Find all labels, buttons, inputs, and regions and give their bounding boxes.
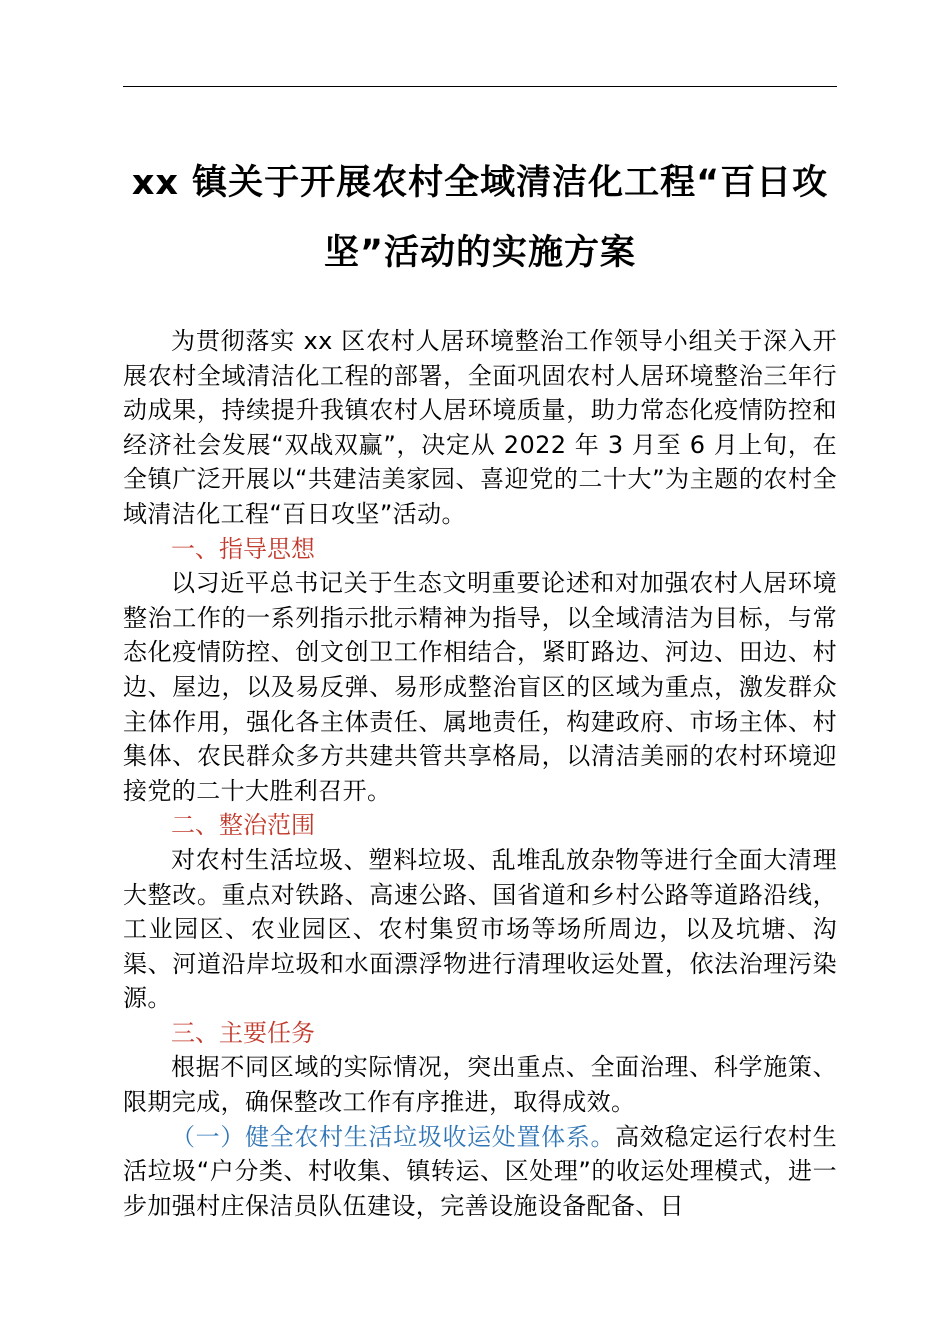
- section-heading-guiding-ideology: 一、指导思想: [171, 534, 315, 563]
- subsection-text: 高效稳定运行农村生活垃圾“户分类、村收集、镇转运、区处理”的收运处理模式，进一步加强村庄保洁员队伍建设，完善设施设备配备、日: [123, 1122, 837, 1220]
- section-paragraph-scope: 对农村生活垃圾、塑料垃圾、乱堆乱放杂物等进行全面大清理大整改。重点对铁路、高速公路、国省道和乡村公路等道路沿线，工业园区、农业园区、农村集贸市场等场所周边，以及坑塘、沟渠、河道沿岸垃圾和水面漂浮物进行清理收运处置，依法治理污染源。: [123, 845, 837, 1013]
- header-rule: [123, 86, 837, 87]
- subsection-heading: （一）健全农村生活垃圾收运处置体系。: [171, 1122, 616, 1151]
- title-line-2: 坚”活动的实施方案: [323, 233, 636, 273]
- section-heading-main-tasks: 三、主要任务: [171, 1018, 315, 1047]
- document-body: [123, 324, 837, 1223]
- section-paragraph-main-tasks: 根据不同区域的实际情况，突出重点、全面治理、科学施策、限期完成，确保整改工作有序推进，取得成效。: [123, 1053, 837, 1117]
- title-line-1: xx 镇关于开展农村全域清洁化工程“百日攻: [131, 163, 829, 203]
- subsection-paragraph: [123, 1120, 837, 1224]
- section-paragraph-guiding-ideology: 以习近平总书记关于生态文明重要论述和对加强农村人居环境整治工作的一系列指示批示精神为指导，以全域清洁为目标，与常态化疫情防控、创文创卫工作相结合，紧盯路边、河边、田边、村边、屋边，以及易反弹、易形成整治盲区的区域为重点，激发群众主体作用，强化各主体责任、属地责任，构建政府、市场主体、村集体、农民群众多方共建共管共享格局，以清洁美丽的农村环境迎接党的二十大胜利召开。: [123, 569, 837, 805]
- intro-paragraph: 为贯彻落实 xx 区农村人居环境整治工作领导小组关于深入开展农村全域清洁化工程的部署，全面巩固农村人居环境整治三年行动成果，持续提升我镇农村人居环境质量，助力常态化疫情防控和经济社会发展“双战双赢”，决定从 2022 年 3 月至 6 月上旬，在全镇广泛开展以“共建洁美家园、喜迎党的二十大”为主题的农村全域清洁化工程“百日攻坚”活动。: [123, 327, 837, 528]
- section-heading-scope: 二、整治范围: [171, 811, 315, 840]
- document-title: [123, 148, 837, 288]
